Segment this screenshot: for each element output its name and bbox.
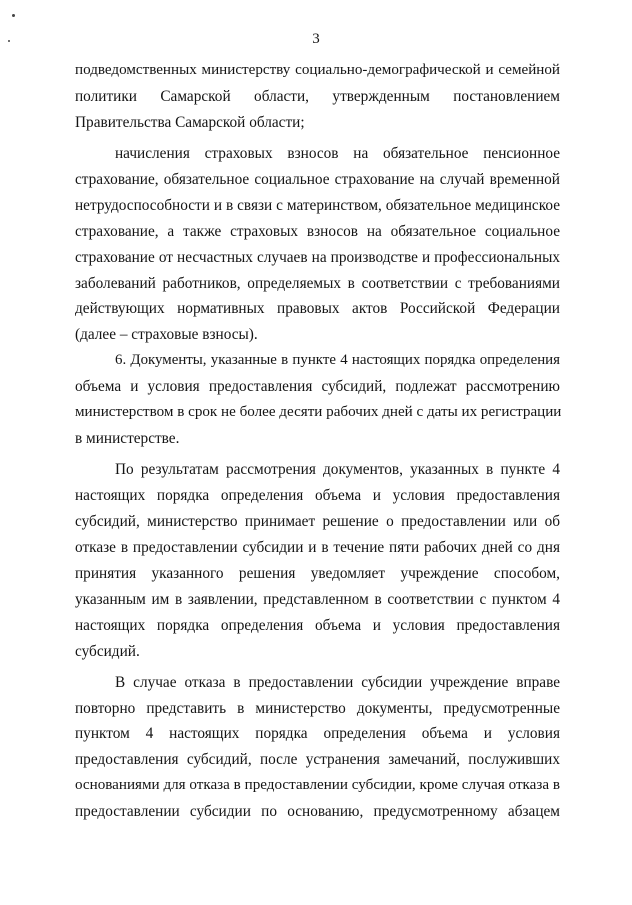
text-line: Правительства Самарской области; <box>75 113 305 131</box>
text-line: настоящих порядка определения объема и условия предоставления <box>75 487 560 504</box>
document-body <box>75 58 560 825</box>
text-line: субсидий. <box>75 642 140 660</box>
text-line: политики Самарской области, утвержденным постановлением <box>75 87 560 105</box>
text-line: принятия указанного решения уведомляет учреждение способом, <box>75 564 560 582</box>
text-line: настоящих порядка определения объема и условия предоставления <box>75 616 560 634</box>
page-number: 3 <box>312 31 320 47</box>
text-line: (далее – страховые взносы). <box>75 326 258 344</box>
text-line: подведомственных министерству социально-демографической и семейной <box>75 62 560 78</box>
text-line: По результатам рассмотрения документов, указанных в пункте 4 <box>115 461 560 479</box>
text-line: указанным им в заявлении, представленном в соответствии с пунктом 4 <box>75 590 560 608</box>
text-line: министерством в срок не более десяти рабочих дней с даты их регистрации <box>75 404 562 421</box>
text-line: объема и условия предоставления субсидий, подлежат рассмотрению <box>75 378 560 396</box>
text-line: пунктом 4 настоящих порядка определения объема и условия <box>75 725 560 743</box>
text-line: В случае отказа в предоставлении субсидии учреждение вправе <box>115 673 560 691</box>
text-line: в министерстве. <box>75 430 180 448</box>
text-line: страхование, а также страховых взносов на обязательное социальное <box>75 222 560 240</box>
text-line: нетрудоспособности и в связи с материнством, обязательное медицинское <box>75 196 560 214</box>
text-line: заболеваний работников, определяемых в соответствии с требованиями <box>75 274 560 292</box>
scan-speck <box>8 40 10 42</box>
text-line: страхование, обязательное социальное страхование на случай временной <box>75 170 560 188</box>
text-line: субсидий, министерство принимает решение о предоставлении или об <box>75 512 560 530</box>
text-line: повторно представить в министерство документы, предусмотренные <box>75 699 560 717</box>
text-line: действующих нормативных правовых актов Российской Федерации <box>75 300 560 318</box>
text-line: основаниями для отказа в предоставлении субсидии, кроме случая отказа в <box>75 777 560 794</box>
scan-speck <box>12 14 15 17</box>
text-line: предоставления субсидий, после устранения замечаний, послуживших <box>75 751 560 769</box>
text-line: начисления страховых взносов на обязательное пенсионное <box>115 144 560 162</box>
text-line: предоставлении субсидии по основанию, предусмотренному абзацем <box>75 803 560 821</box>
text-line: отказе в предоставлении субсидии и в течение пяти рабочих дней со дня <box>75 538 560 556</box>
text-line: страхование от несчастных случаев на производстве и профессиональных <box>75 248 560 266</box>
text-line: 6. Документы, указанные в пункте 4 настоящих порядка определения <box>115 352 560 369</box>
